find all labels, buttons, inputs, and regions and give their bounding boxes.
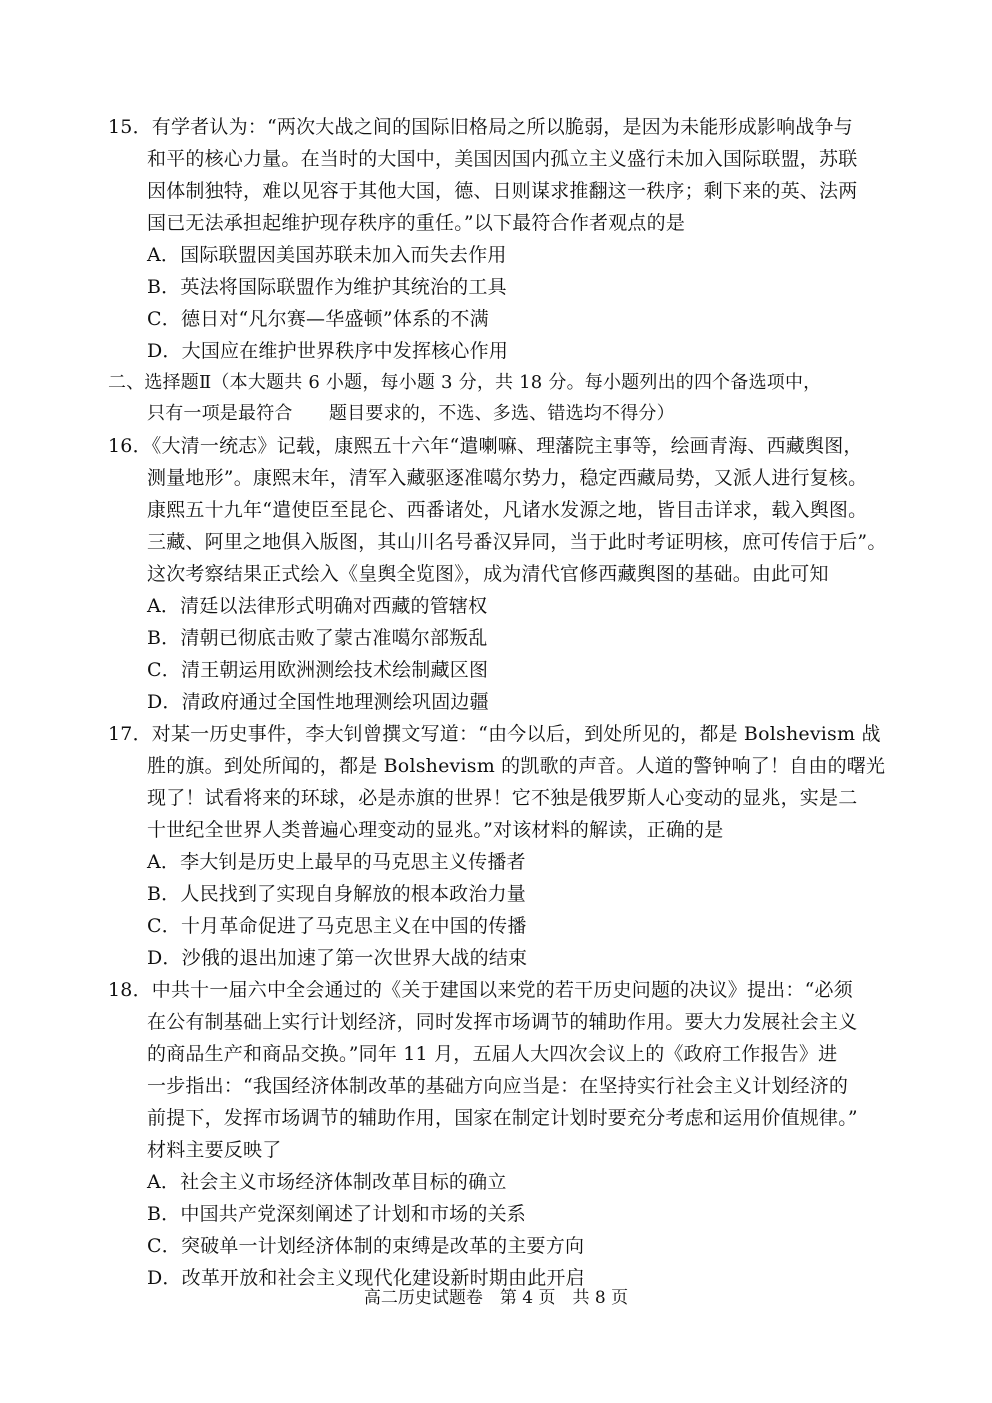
q18-stem-line: 一步指出：“我国经济体制改革的基础方向应当是：在坚持实行社会主义计划经济的 xyxy=(147,1075,849,1097)
q17-stem-line: 17．对某一历史事件，李大钊曾撰文写道：“由今以后，到处所见的，都是 Bolshevism 战 xyxy=(108,723,881,745)
q17-stem-line: 十世纪全世界人类普遍心理变动的显兆。”对该材料的解读，正确的是 xyxy=(147,819,724,841)
q15-option-c: C．德日对“凡尔赛—华盛顿”体系的不满 xyxy=(147,308,489,330)
section-heading: 二、选择题Ⅱ（本大题共 6 小题，每小题 3 分，共 18 分。每小题列出的四个备选项中， xyxy=(108,372,822,393)
q18-option-b: B．中国共产党深刻阐述了计划和市场的关系 xyxy=(147,1203,526,1225)
q16-option-c: C．清王朝运用欧洲测绘技术绘制藏区图 xyxy=(147,659,489,681)
q15-option-a: A．国际联盟因美国苏联未加入而失去作用 xyxy=(147,244,507,266)
page-footer: 高二历史试题卷 第 4 页 共 8 页 xyxy=(363,1288,629,1308)
q16-stem-line: 测量地形”。康熙末年，清军入藏驱逐准噶尔势力，稳定西藏局势，又派人进行复核。 xyxy=(147,467,868,489)
q16-stem-line: 三藏、阿里之地俱入版图，其山川名号番汉异同，当于此时考证明核，庶可传信于后”。 xyxy=(147,531,887,553)
q18-option-c: C．突破单一计划经济体制的束缚是改革的主要方向 xyxy=(147,1235,585,1257)
q18-stem-line: 在公有制基础上实行计划经济，同时发挥市场调节的辅助作用。要大力发展社会主义 xyxy=(147,1011,858,1033)
q18-option-a: A．社会主义市场经济体制改革目标的确立 xyxy=(147,1171,507,1193)
q15-stem-line: 国已无法承担起维护现存秩序的重任。”以下最符合作者观点的是 xyxy=(147,212,686,234)
q16-option-b: B．清朝已彻底击败了蒙古准噶尔部叛乱 xyxy=(147,627,488,649)
q16-stem-line: 康熙五十九年“遣使臣至昆仑、西番诸处，凡诸水发源之地，皆目击详求，载入舆图。 xyxy=(147,499,868,521)
q17-option-a: A．李大钊是历史上最早的马克思主义传播者 xyxy=(147,851,526,873)
q15-option-b: B．英法将国际联盟作为维护其统治的工具 xyxy=(147,276,507,298)
q18-stem-line: 的商品生产和商品交换。”同年 11 月，五届人大四次会议上的《政府工作报告》进 xyxy=(147,1043,838,1065)
q15-stem-line: 和平的核心力量。在当时的大国中，美国因国内孤立主义盛行未加入国际联盟，苏联 xyxy=(147,148,858,170)
section-instructions: 只有一项是最符合 题目要求的，不选、多选、错选均不得分） xyxy=(147,403,675,424)
q18-stem-line: 18．中共十一届六中全会通过的《关于建国以来党的若干历史问题的决议》提出：“必须 xyxy=(108,979,853,1001)
q17-option-b: B．人民找到了实现自身解放的根本政治力量 xyxy=(147,883,526,905)
q17-option-d: D．沙俄的退出加速了第一次世界大战的结束 xyxy=(147,947,528,969)
q18-stem-line: 前提下，发挥市场调节的辅助作用，国家在制定计划时要充分考虑和运用价值规律。” xyxy=(147,1107,858,1129)
q16-stem-line: 16．《大清一统志》记载，康熙五十六年“遣喇嘛、理藩院主事等，绘画青海、西藏舆图， xyxy=(108,435,863,457)
q18-option-d: D．改革开放和社会主义现代化建设新时期由此开启 xyxy=(147,1267,585,1289)
q17-stem-line: 胜的旗。到处所闻的，都是 Bolshevism 的凯歌的声音。人道的警钟响了！自由的曙光 xyxy=(147,755,886,777)
q15-stem-line: 因体制独特，难以见容于其他大国，德、日则谋求推翻这一秩序；剩下来的英、法两 xyxy=(147,180,858,202)
q16-option-a: A．清廷以法律形式明确对西藏的管辖权 xyxy=(147,595,488,617)
q15-option-d: D．大国应在维护世界秩序中发挥核心作用 xyxy=(147,340,509,362)
q16-stem-line: 这次考察结果正式绘入《皇舆全览图》，成为清代官修西藏舆图的基础。由此可知 xyxy=(147,563,829,585)
q15-stem-line: 15．有学者认为：“两次大战之间的国际旧格局之所以脆弱，是因为未能形成影响战争与 xyxy=(108,116,853,138)
q18-stem-line: 材料主要反映了 xyxy=(147,1139,282,1161)
q17-option-c: C．十月革命促进了马克思主义在中国的传播 xyxy=(147,915,527,937)
q17-stem-line: 现了！试看将来的环球，必是赤旗的世界！它不独是俄罗斯人心变动的显兆，实是二 xyxy=(147,787,858,809)
q16-option-d: D．清政府通过全国性地理测绘巩固边疆 xyxy=(147,691,489,713)
